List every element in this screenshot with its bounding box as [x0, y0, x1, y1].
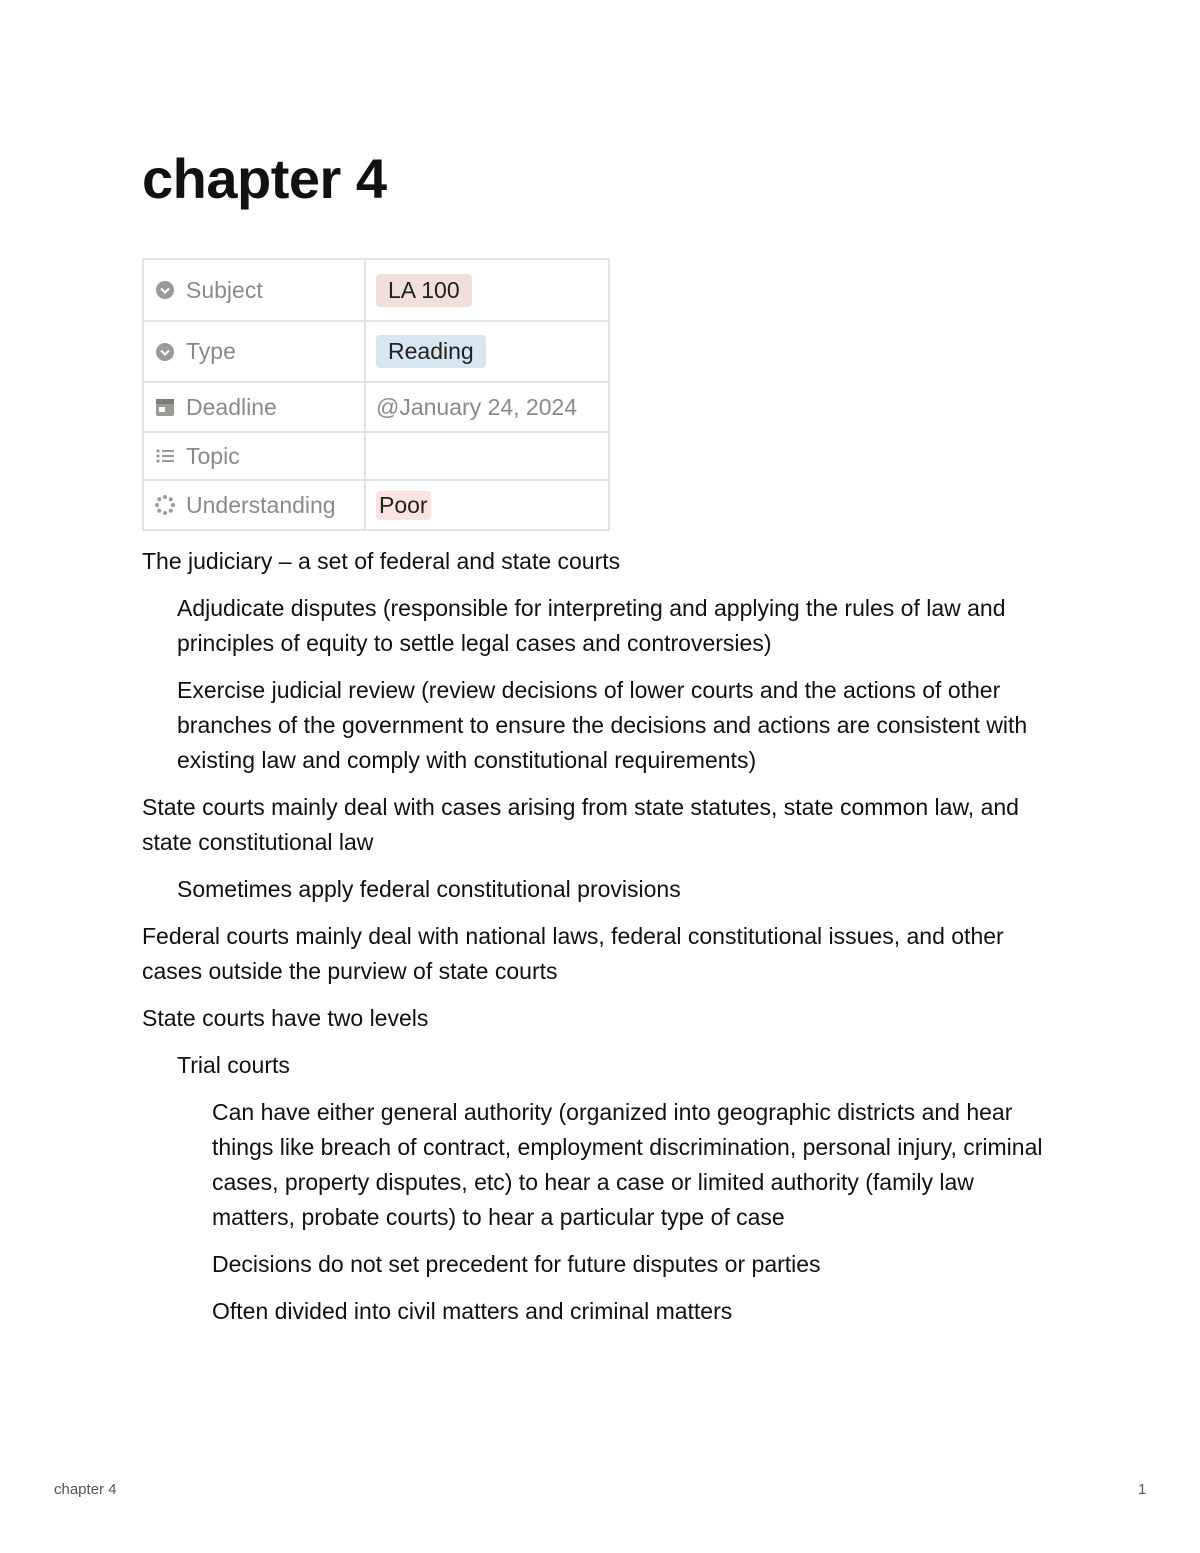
property-name: Type — [186, 338, 236, 364]
page-number: 1 — [1138, 1481, 1147, 1498]
property-name: Subject — [186, 276, 263, 303]
understanding-tag[interactable]: Poor — [376, 491, 431, 520]
property-row-subject — [143, 259, 609, 321]
property-value-cell[interactable] — [365, 480, 609, 530]
topic-value-empty[interactable] — [365, 432, 609, 480]
paragraph: The judiciary – a set of federal and state courts — [142, 548, 621, 574]
paragraph: Trial courts — [177, 1052, 290, 1078]
property-name-cell — [143, 480, 365, 530]
property-value-cell[interactable] — [365, 382, 609, 432]
deadline-date[interactable]: @January 24, 2024 — [376, 393, 578, 420]
property-row-topic — [143, 432, 609, 480]
page-body — [142, 544, 1062, 1341]
property-name-cell — [143, 382, 365, 432]
property-name: Topic — [186, 442, 240, 469]
list-icon — [154, 445, 176, 467]
calendar-icon — [154, 396, 176, 418]
property-row-type — [143, 321, 609, 382]
property-row-deadline — [143, 382, 609, 432]
paragraph: Adjudicate disputes (responsible for interpreting and applying the rules of law and principles of equity to settle legal cases and controversies) — [177, 595, 1006, 656]
type-tag[interactable]: Reading — [376, 335, 486, 368]
paragraph: Often divided into civil matters and criminal matters — [212, 1298, 733, 1324]
property-name-cell — [143, 432, 365, 480]
status-icon — [154, 494, 176, 516]
property-name-cell — [143, 321, 365, 382]
footer-title: chapter 4 — [54, 1481, 117, 1498]
paragraph: State courts mainly deal with cases arising from state statutes, state common law, and state constitutional law — [142, 794, 1019, 855]
select-icon — [154, 341, 176, 363]
property-name-cell — [143, 259, 365, 321]
paragraph: Exercise judicial review (review decisions of lower courts and the actions of other branches of the government to ensure the decisions and actions are consistent with existing law and comply with constitutional requirements) — [177, 677, 1028, 773]
paragraph: Decisions do not set precedent for future disputes or parties — [212, 1251, 821, 1277]
properties-table — [142, 258, 610, 531]
property-name: Deadline — [186, 393, 277, 420]
subject-tag[interactable]: LA 100 — [376, 274, 472, 307]
property-value-cell[interactable] — [365, 321, 609, 382]
property-row-understanding — [143, 480, 609, 530]
paragraph: Federal courts mainly deal with national laws, federal constitutional issues, and other cases outside the purview of state courts — [142, 923, 1004, 984]
page-title: chapter 4 — [142, 147, 387, 210]
paragraph: State courts have two levels — [142, 1005, 429, 1031]
paragraph: Sometimes apply federal constitutional provisions — [177, 876, 681, 902]
property-name: Understanding — [186, 491, 336, 518]
property-value-cell[interactable] — [365, 259, 609, 321]
paragraph: Can have either general authority (organized into geographic districts and hear things like breach of contract, employment discrimination, personal injury, criminal cases, property disputes, etc) to hear a case or limited authority (family law matters, probate courts) to hear a particular type of case — [212, 1099, 1043, 1230]
select-icon — [154, 279, 176, 301]
